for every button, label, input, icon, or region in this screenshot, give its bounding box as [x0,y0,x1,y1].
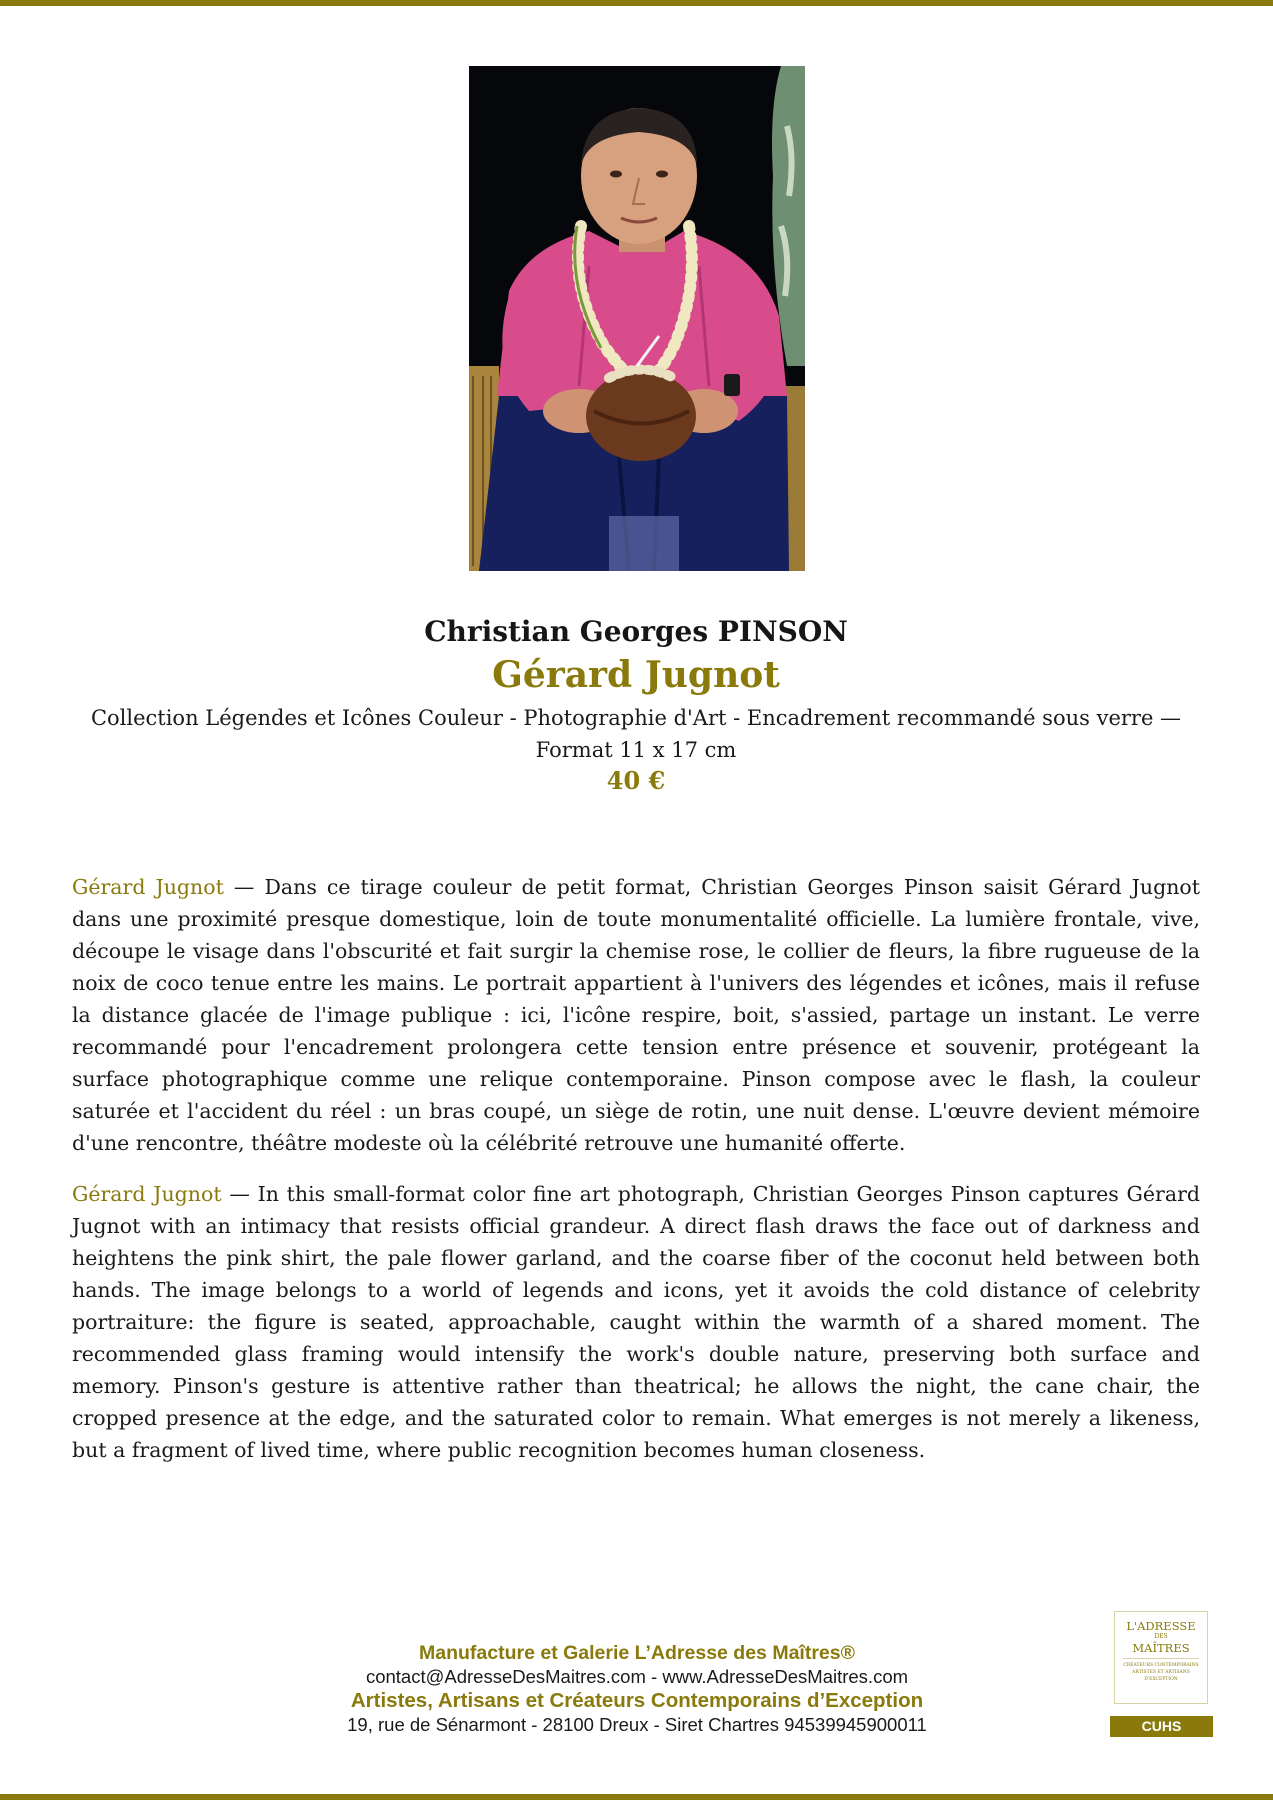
seal-line-4: CRÉATEURS CONTEMPORAINS ARTISTES ET ARTISANS D'EXCEPTION [1123,1663,1199,1682]
footer-contact: contact@AdresseDesMaitres.com - www.AdresseDesMaitres.com [365,1666,909,1687]
footer-address: 19, rue de Sénarmont - 28100 Dreux - Siret Chartres 94539945900011 [347,1714,927,1735]
seal-line-2: DES [1154,1633,1168,1640]
description-french-lead: Gérard Jugnot [72,875,224,899]
artwork-photo [469,66,805,571]
footer [210,1641,1064,1737]
gallery-logo-seal [1114,1611,1208,1704]
description-english-lead: Gérard Jugnot [72,1182,222,1206]
description-english-text: — In this small-format color fine art photograph, Christian Georges Pinson captures Gérard Jugnot with an intimacy that resists official grandeur. A direct flash draws the face out of darkness and heightens the pink shirt, the pale flower garland, and the coarse fiber of the coconut held between both hands. The image belongs to a world of legends and icons, yet it avoids the cold distance of celebrity portraiture: the figure is seated, approachable, caught within the warmth of a shared moment. The recommended glass framing would intensify the work's double nature, preserving both surface and memory. Pinson's gesture is attentive rather than theatrical; he allows the night, the cane chair, the cropped presence at the edge, and the saturated color to remain. What emerges is not merely a likeness, but a fragment of lived time, where public recognition becomes human closeness. [72,1182,1200,1462]
description-english [72,1178,1200,1466]
top-border [0,0,1273,6]
artist-name: Christian Georges PINSON [424,615,848,648]
seal-line-1: L'ADRESSE [1126,1619,1196,1633]
artwork-price: 40 € [606,766,666,795]
footer-gallery-name: Manufacture et Galerie L’Adresse des Maîtres® [419,1642,855,1664]
seal-line-3: MAÎTRES [1132,1641,1190,1655]
artwork-title: Gérard Jugnot [492,654,780,696]
artwork-subtitle: Collection Légendes et Icônes Couleur - Photographie d'Art - Encadrement recommandé sous verre — Format 11 x 17 cm [90,706,1182,762]
seal-divider [1123,1658,1199,1659]
bottom-border [0,1794,1273,1800]
description-french [72,871,1200,1159]
artwork-header [72,612,1200,796]
code-badge: CUHS [1110,1716,1213,1737]
footer-tagline: Artistes, Artisans et Créateurs Contemporains d’Exception [350,1689,924,1712]
description-french-text: — Dans ce tirage couleur de petit format, Christian Georges Pinson saisit Gérard Jugnot dans une proximité presque domestique, loin de toute monumentalité officielle. La lumière frontale, vive, découpe le visage dans l'obscurité et fait surgir la chemise rose, le collier de fleurs, la fibre rugueuse de la noix de coco tenue entre les mains. Le portrait appartient à l'univers des légendes et icônes, mais il refuse la distance glacée de l'image publique : ici, l'icône respire, boit, s'assied, partage un instant. Le verre recommandé pour l'encadrement prolongera cette tension entre présence et souvenir, protégeant la surface photographique comme une relique contemporaine. Pinson compose avec le flash, la couleur saturée et l'accident du réel : un bras coupé, un siège de rotin, une nuit dense. L'œuvre devient mémoire d'une rencontre, théâtre modeste où la célébrité retrouve une humanité offerte. [72,875,1200,1155]
